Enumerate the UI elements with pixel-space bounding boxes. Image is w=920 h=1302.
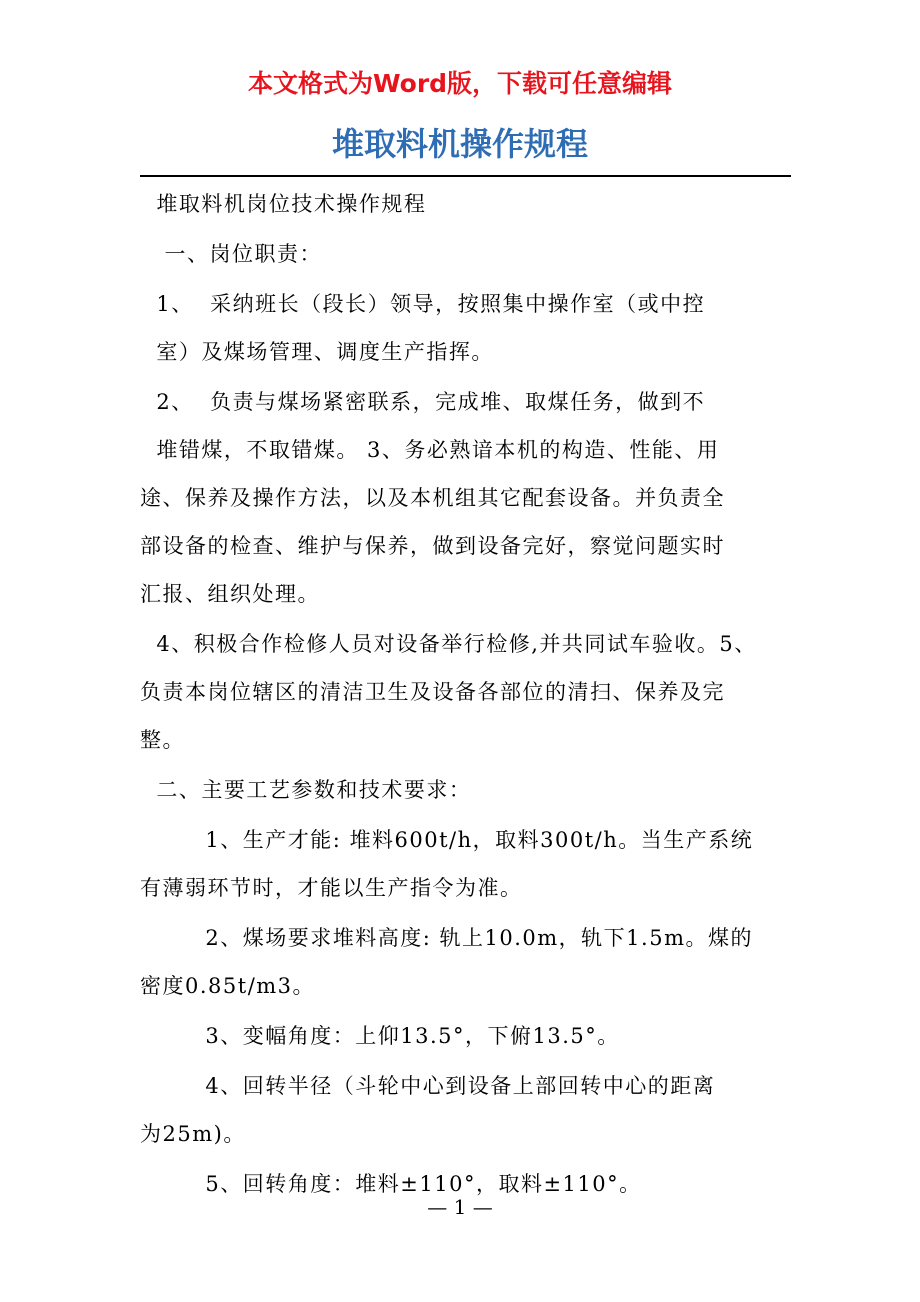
download-banner: 本文格式为Word版，下载可任意编辑	[247, 69, 673, 98]
page-number: — 1 —	[427, 1195, 493, 1219]
body-line: 汇报、组织处理。	[140, 582, 320, 606]
body-line: 4、积极合作检修人员对设备举行检修,并共同试车验收。5、	[140, 632, 757, 656]
body-line: 1、 采纳班长（段长）领导，按照集中操作室（或中控	[140, 292, 706, 316]
body-line: 室）及煤场管理、调度生产指挥。	[140, 340, 494, 364]
body-line: 整。	[140, 728, 185, 752]
body-line: 3、变幅角度：上仰13.5°，下俯13.5°。	[140, 1024, 620, 1048]
body-line: 有薄弱环节时，才能以生产指令为准。	[140, 876, 523, 900]
body-line: 5、回转角度：堆料±110°，取料±110°。	[140, 1172, 642, 1196]
body-line: 为25m)。	[140, 1122, 246, 1146]
body-line: 途、保养及操作方法，以及本机组其它配套设备。并负责全	[140, 486, 725, 510]
body-line: 负责本岗位辖区的清洁卫生及设备各部位的清扫、保养及完	[140, 680, 725, 704]
body-line: 部设备的检查、维护与保养，做到设备完好，察觉问题实时	[140, 534, 725, 558]
body-line: 4、回转半径（斗轮中心到设备上部回转中心的距离	[140, 1074, 716, 1098]
body-line: 密度0.85t/m3。	[140, 974, 316, 998]
body-line: 2、 负责与煤场紧密联系，完成堆、取煤任务，做到不	[140, 390, 706, 414]
body-line: 堆取料机岗位技术操作规程	[140, 192, 427, 216]
document-title: 堆取料机操作规程	[331, 125, 588, 163]
body-line: 1、生产才能: 堆料600t/h，取料300t/h。当生产系统	[140, 828, 754, 852]
body-line: 二、主要工艺参数和技术要求：	[140, 778, 472, 802]
document-body	[140, 180, 800, 1208]
body-line: 堆错煤，不取错煤。 3、务必熟谙本机的构造、性能、用	[140, 438, 720, 462]
title-divider	[140, 175, 791, 177]
body-line: 一、岗位职责：	[140, 242, 323, 266]
body-line: 2、煤场要求堆料高度: 轨上10.0m，轨下1.5m。煤的	[140, 926, 753, 950]
